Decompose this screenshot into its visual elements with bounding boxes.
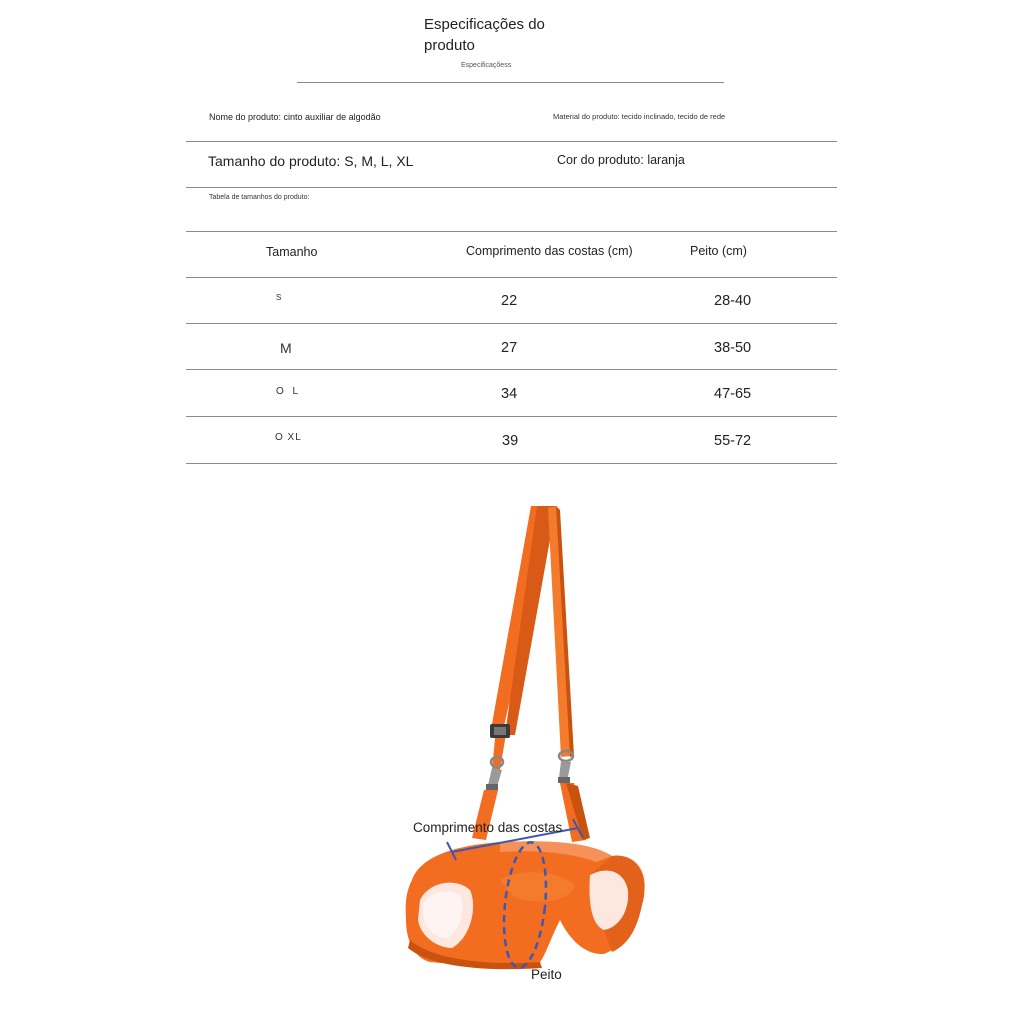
spec-product-material: Material do produto: tecido inclinado, tecido de rede bbox=[553, 112, 726, 121]
table-cell-size: O XL bbox=[275, 432, 302, 443]
table-cell-size: M bbox=[280, 340, 292, 356]
table-cell-chest: 38-50 bbox=[714, 340, 752, 356]
strap-buckle bbox=[490, 724, 510, 738]
size-table-caption: Tabela de tamanhos do produto: bbox=[209, 194, 310, 201]
spec-product-name: Nome do produto: cinto auxiliar de algodão bbox=[209, 112, 381, 122]
table-cell-chest: 28-40 bbox=[714, 293, 752, 309]
table-cell-size: S bbox=[276, 293, 282, 302]
table-cell-back-length: 22 bbox=[501, 293, 518, 309]
table-cell-size: O L bbox=[276, 386, 302, 397]
chest-label: Peito bbox=[531, 967, 562, 982]
table-cell-chest: 55-72 bbox=[714, 433, 752, 449]
back-length-label: Comprimento das costas bbox=[413, 820, 563, 835]
table-cell-chest: 47-65 bbox=[714, 386, 752, 402]
table-cell-back-length: 34 bbox=[501, 386, 518, 402]
column-header-back-length: Comprimento das costas (cm) bbox=[466, 244, 633, 258]
table-cell-back-length: 39 bbox=[502, 433, 519, 449]
spec-product-size: Tamanho do produto: S, M, L, XL bbox=[208, 153, 414, 169]
spec-product-color: Cor do produto: laranja bbox=[557, 153, 685, 167]
column-header-chest: Peito (cm) bbox=[690, 244, 747, 258]
page-title: Especificações do produto bbox=[424, 16, 545, 54]
column-header-size: Tamanho bbox=[266, 245, 318, 259]
table-cell-back-length: 27 bbox=[501, 340, 518, 356]
page-subtitle: Especificaçõess bbox=[461, 62, 512, 69]
harness-body bbox=[406, 841, 645, 969]
